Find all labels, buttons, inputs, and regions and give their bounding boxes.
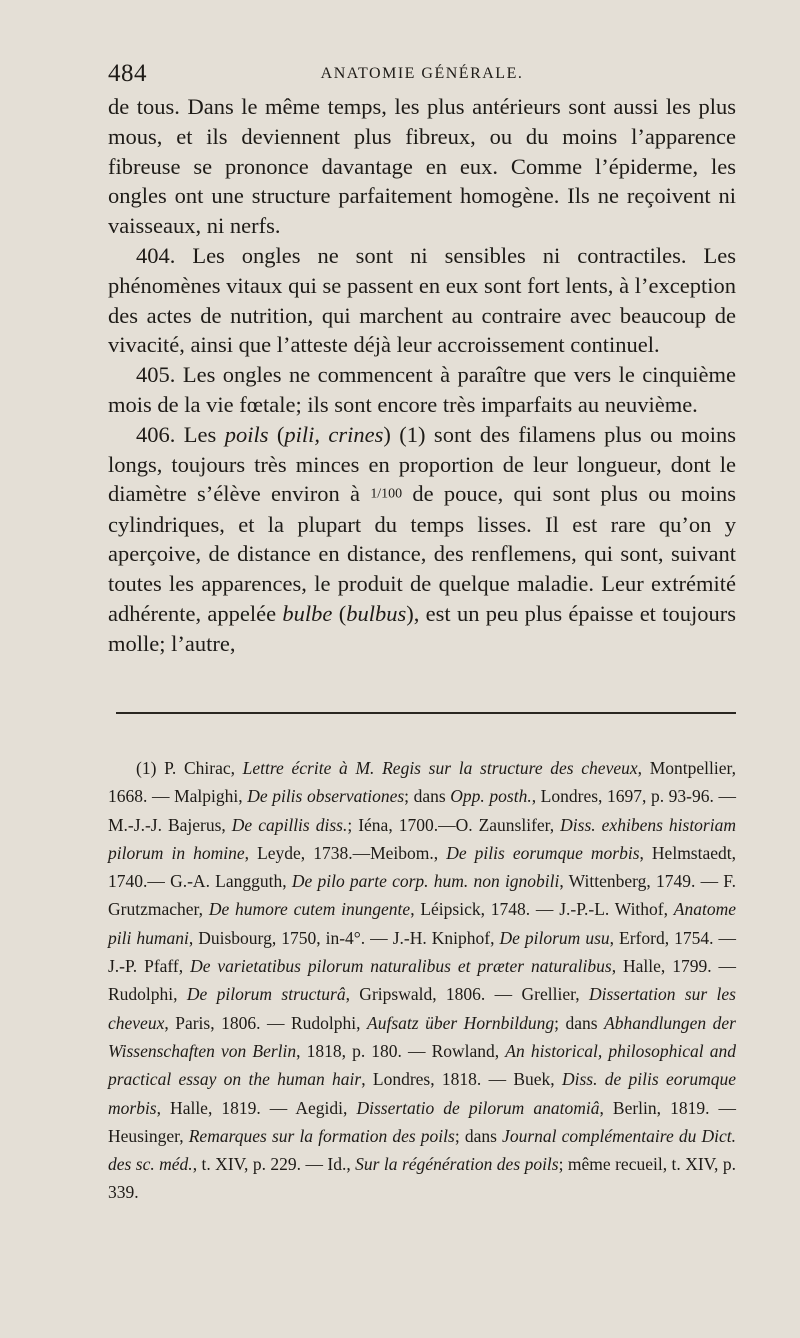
text-run: , Paris, 1806. — Rudolphi, bbox=[164, 1012, 368, 1033]
italic-run: De capillis diss. bbox=[231, 814, 348, 835]
running-title: ANATOMIE GÉNÉRALE. bbox=[320, 65, 524, 82]
text-run: , Halle, 1819. — Aegidi, bbox=[156, 1097, 357, 1118]
text-run: , Berlin, 1819. — Heusinger, bbox=[108, 1097, 736, 1146]
main-text bbox=[108, 92, 736, 659]
italic-run: Dissertation sur les cheveux bbox=[108, 984, 736, 1033]
text-run: ), est un peu plus épaisse et toujours molle; l’autre, bbox=[108, 601, 737, 656]
text-run: , t. XIV, p. 229. — Id., bbox=[192, 1154, 356, 1175]
italic-run: De varietatibus pilorum naturalibus et præter naturalibus bbox=[190, 956, 612, 977]
italic-run: De pilorum usu bbox=[499, 927, 610, 948]
text-run: 404. Les ongles ne sont ni sensibles ni contractiles. Les phénomènes vitaux qui se passent en eux sont fort lents, à l’exception des actes de nutrition, qui marchent au contraire avec beaucoup de vivacité, ainsi que l’atteste déjà leur accroissement continuel. bbox=[108, 242, 736, 358]
text-run: , Duisbourg, 1750, in-4°. — J.-H. Kniphof, bbox=[188, 927, 500, 948]
text-run: , Halle, 1799. —Rudolphi, bbox=[108, 956, 736, 1005]
italic-run: pili, crines bbox=[284, 421, 384, 447]
text-run: ; dans bbox=[554, 1012, 605, 1033]
text-run: , Montpellier, 1668. — Malpighi, bbox=[108, 758, 736, 807]
italic-run: Remarques sur la formation des poils bbox=[188, 1125, 455, 1146]
italic-run: Diss. de pilis eorumque morbis bbox=[108, 1069, 736, 1118]
text-run: , Gripswald, 1806. — Grellier, bbox=[345, 984, 589, 1005]
text-run: , Leyde, 1738.—Meibom., bbox=[244, 842, 447, 863]
text-run: de tous. Dans le même temps, les plus antérieurs sont aussi les plus mous, et ils deviennent plus fibreux, ou du moins l’apparence fibreuse se prononce davantage en eux. Comme l’épiderme, les ongles ont une structure parfaitement homogène. Ils ne reçoivent ni vaisseaux, ni nerfs. bbox=[108, 94, 736, 239]
text-run: , Helmstaedt, 1740.— G.-A. Langguth, bbox=[108, 842, 736, 892]
italic-run: Journal complémentaire du Dict. des sc. méd. bbox=[108, 1125, 736, 1175]
italic-run: Aufsatz über Hornbildung bbox=[367, 1012, 555, 1033]
italic-run: Opp. posth. bbox=[450, 786, 532, 807]
italic-run: Anatome pili humani bbox=[108, 899, 737, 948]
text-run: , Wittenberg, 1749. — F. Grutzmacher, bbox=[108, 871, 737, 920]
text-run: ) (1) sont des filamens plus ou moins longs, toujours très minces en proportion de leur longueur, dont le diamètre s’élève environ à bbox=[108, 421, 736, 507]
fraction: 1/100 bbox=[370, 486, 403, 502]
text-run: , Londres, 1818. — Buek, bbox=[361, 1069, 562, 1090]
text-run: ; dans bbox=[404, 786, 451, 807]
page-number: 484 bbox=[108, 60, 147, 87]
italic-run: De pilorum structurâ bbox=[186, 984, 346, 1005]
text-run: ( bbox=[268, 421, 285, 447]
italic-run: An historical, philosophical and practical essay on the human hair bbox=[108, 1040, 736, 1090]
italic-run: poils bbox=[224, 421, 269, 447]
italic-run: De pilis observationes bbox=[247, 786, 405, 807]
paragraph-continuation bbox=[108, 92, 736, 241]
italic-run: bulbe bbox=[282, 601, 333, 627]
italic-run: Diss. exhibens historiam pilorum in homine bbox=[108, 814, 736, 863]
paragraph-404 bbox=[108, 241, 736, 360]
text-run: , 1818, p. 180. — Rowland, bbox=[296, 1040, 506, 1061]
text-run: , Erford, 1754. — J.-P. Pfaff, bbox=[108, 927, 736, 977]
footnote-separator bbox=[116, 712, 736, 714]
text-run: 406. Les bbox=[136, 421, 225, 447]
text-run: , Londres, 1697, p. 93-96. — M.-J.-J. Bajerus, bbox=[108, 786, 736, 835]
text-run: (1) P. Chirac, bbox=[136, 758, 243, 778]
italic-run: bulbus bbox=[346, 601, 407, 627]
text-run: de pouce, qui sont plus ou moins cylindriques, et la plupart du temps lisses. Il est rare qu’on y aperçoive, de distance en distance, des renflemens, qui sont, suivant toutes les apparences, le produit de quelque maladie. Leur extrémité adhérente, appelée bbox=[108, 481, 737, 627]
text-run: , Léipsick, 1748. — J.-P.-L. Withof, bbox=[410, 899, 674, 920]
footnote-1 bbox=[108, 754, 736, 1207]
text-run: ; Iéna, 1700.—O. Zaunslifer, bbox=[347, 814, 561, 835]
italic-run: Dissertatio de pilorum anatomiâ bbox=[356, 1097, 600, 1118]
italic-run: Sur la régénération des poils bbox=[355, 1154, 559, 1175]
italic-run: De pilis eorumque morbis bbox=[446, 842, 640, 863]
page-header bbox=[108, 60, 736, 90]
text-run: ( bbox=[332, 601, 347, 627]
paragraph-406 bbox=[108, 420, 736, 659]
text-run: ; même recueil, t. XIV, p. 339. bbox=[108, 1154, 736, 1203]
italic-run: De humore cutem inungente bbox=[208, 899, 411, 920]
text-run: 405. Les ongles ne commencent à paraître que vers le cinquième mois de la vie fœtale; ils sont encore très imparfaits au neuvième. bbox=[108, 362, 736, 417]
italic-run: Abhandlungen der Wissenschaften von Berlin bbox=[108, 1012, 736, 1061]
text-run: ; dans bbox=[454, 1125, 503, 1146]
italic-run: Lettre écrite à M. Regis sur la structure des cheveux bbox=[242, 758, 638, 778]
italic-run: De pilo parte corp. hum. non ignobili bbox=[291, 871, 560, 892]
paragraph-405 bbox=[108, 360, 736, 420]
